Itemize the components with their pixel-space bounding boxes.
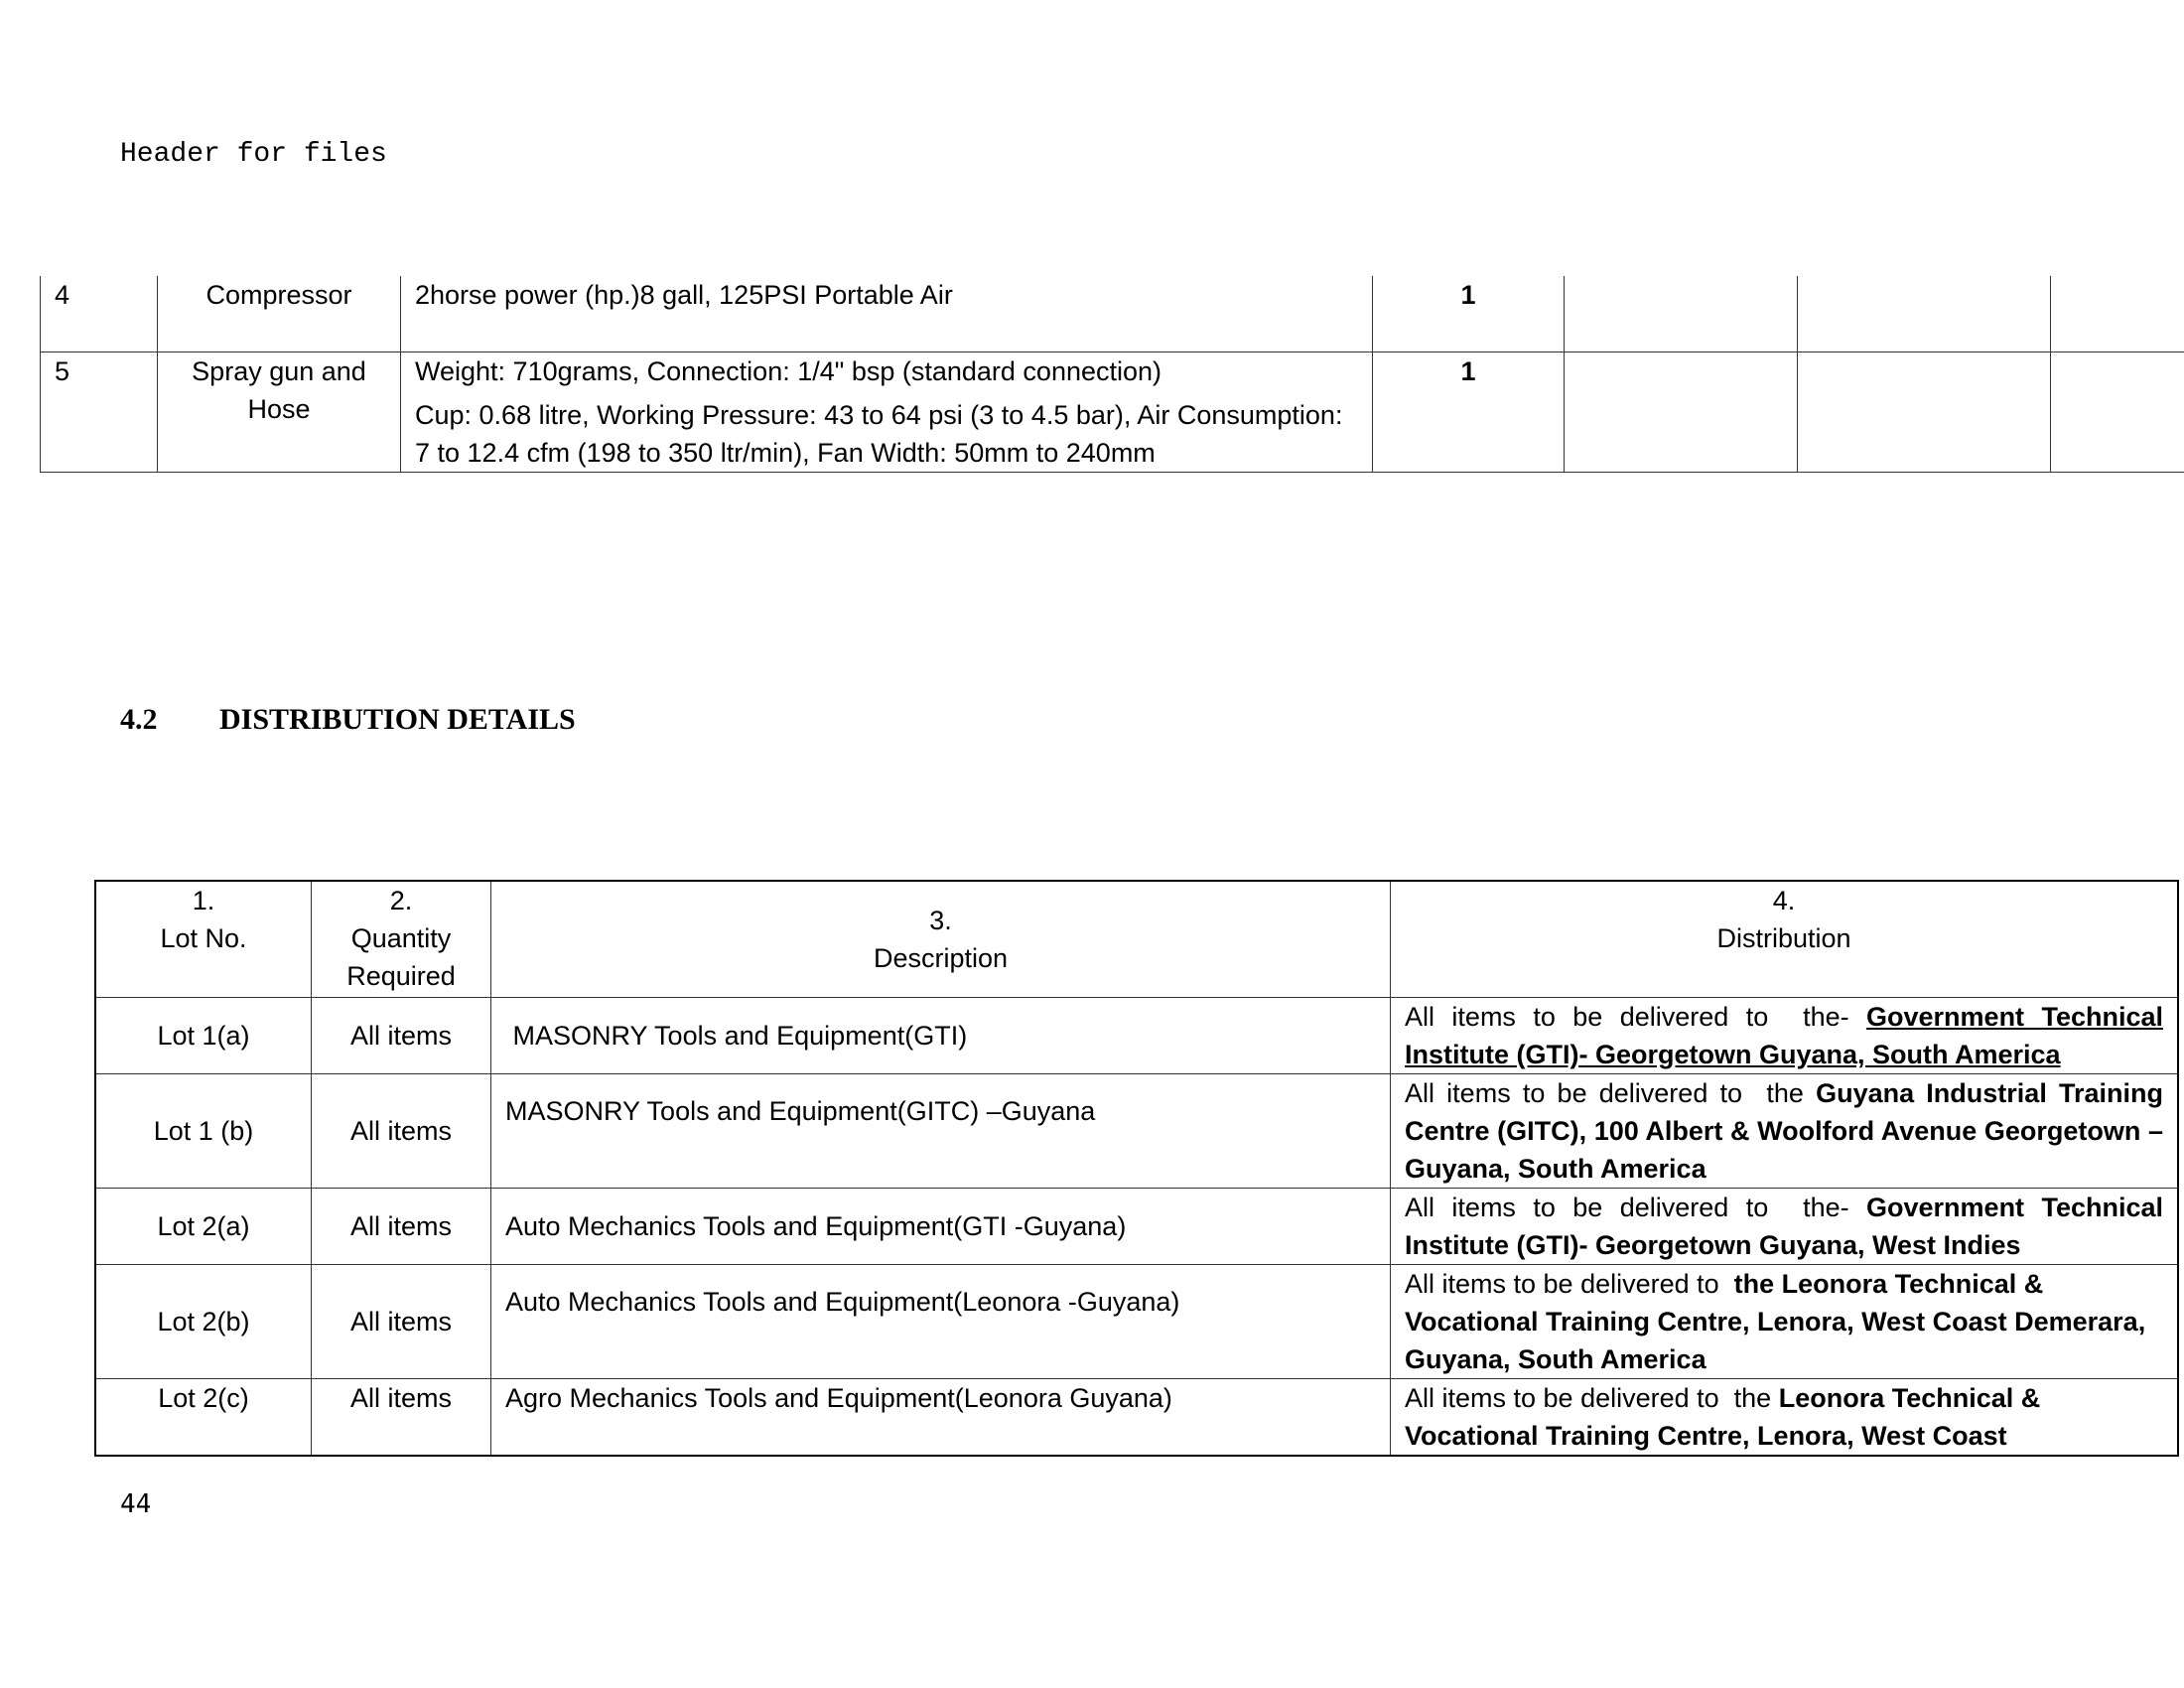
description-line: Weight: 710grams, Connection: 1/4" bsp (standard connection) [415, 356, 1162, 386]
section-number: 4.2 [120, 703, 158, 736]
distribution-destination: Government Technical Institute (GTI)- Georgetown Guyana, South America [1405, 1002, 2164, 1069]
table-row [41, 276, 2184, 352]
lot-distribution [1391, 1189, 2179, 1265]
table-row [95, 998, 2178, 1074]
table-row [95, 1189, 2178, 1265]
distribution-destination: Government Technical Institute (GTI)- Georgetown Guyana, West Indies [1405, 1193, 2164, 1260]
lot-description: MASONRY Tools and Equipment(GTI) [491, 998, 1391, 1074]
lot-distribution [1391, 1265, 2179, 1379]
lot-description: Auto Mechanics Tools and Equipment(GTI -Guyana) [491, 1189, 1391, 1265]
distribution-prefix: All items to be delivered to the- [1405, 1193, 1867, 1222]
section-title: DISTRIBUTION DETAILS [219, 703, 576, 736]
lot-number: Lot 2(c) [95, 1379, 312, 1457]
item-number: 4 [41, 276, 158, 352]
header-number: 1. [192, 886, 215, 915]
distribution-destination: Leonora Technical & Vocational Training Centre, Lenora, West Coast [1405, 1383, 2041, 1451]
distribution-prefix: All items to be delivered to the [1405, 1078, 1817, 1108]
lot-number: Lot 1 (b) [95, 1074, 312, 1189]
item-description [401, 276, 1373, 352]
lot-quantity: All items [312, 1265, 491, 1379]
header-distribution [1391, 881, 2179, 998]
header-description [491, 881, 1391, 998]
description-line: Cup: 0.68 litre, Working Pressure: 43 to 64 psi (3 to 4.5 bar), Air Consumption: 7 to 12.4 cfm (198 to 350 ltr/min), Fan Width: 50mm to 240mm [415, 400, 1343, 468]
lot-quantity: All items [312, 1189, 491, 1265]
empty-cell [1565, 276, 1798, 352]
lot-distribution [1391, 1379, 2179, 1457]
lot-number: Lot 2(a) [95, 1189, 312, 1265]
header-label: Lot No. [160, 923, 247, 953]
lot-description-text: Auto Mechanics Tools and Equipment(Leonora -Guyana) [505, 1287, 1180, 1317]
item-description [401, 352, 1373, 473]
items-table [40, 276, 2184, 473]
header-number: 3. [929, 906, 952, 935]
distribution-table [94, 880, 2179, 1457]
distribution-prefix: All items to be delivered to the- [1405, 1002, 1867, 1032]
distribution-prefix: All items to be delivered to the [1405, 1383, 1779, 1413]
empty-cell [1798, 276, 2051, 352]
lot-description-text: MASONRY Tools and Equipment(GITC) –Guyana [505, 1096, 1096, 1126]
table-row [95, 1265, 2178, 1379]
header-number: 2. [389, 886, 413, 915]
item-name: Spray gun and Hose [158, 352, 401, 473]
section-heading [120, 703, 576, 737]
lot-number: Lot 1(a) [95, 998, 312, 1074]
empty-cell [1798, 352, 2051, 473]
header-label: Quantity Required [346, 923, 456, 991]
table-header-row [95, 881, 2178, 998]
empty-cell [2051, 276, 2184, 352]
lot-description [491, 1265, 1391, 1379]
header-label: Distribution [1716, 923, 1851, 953]
empty-cell [2051, 352, 2184, 473]
lot-distribution [1391, 1074, 2179, 1189]
table-row [95, 1074, 2178, 1189]
table-row [95, 1379, 2178, 1457]
lot-description: Agro Mechanics Tools and Equipment(Leonora Guyana) [491, 1379, 1391, 1457]
item-quantity: 1 [1373, 276, 1565, 352]
document-header: Header for files [120, 139, 387, 170]
lot-quantity: All items [312, 1074, 491, 1189]
lot-quantity: All items [312, 1379, 491, 1457]
lot-description [491, 1074, 1391, 1189]
item-number: 5 [41, 352, 158, 473]
distribution-destination: the Leonora Technical & Vocational Training Centre, Lenora, West Coast Demerara, Guyana, South America [1405, 1269, 2146, 1374]
description-line: 2horse power (hp.)8 gall, 125PSI Portable Air [415, 280, 953, 310]
header-number: 4. [1772, 886, 1796, 915]
distribution-destination: Guyana Industrial Training Centre (GITC), 100 Albert & Woolford Avenue Georgetown – Guyana, South America [1405, 1078, 2163, 1184]
page-number: 44 [120, 1489, 152, 1519]
item-quantity: 1 [1373, 352, 1565, 473]
header-lot-no [95, 881, 312, 998]
lot-number: Lot 2(b) [95, 1265, 312, 1379]
header-quantity [312, 881, 491, 998]
empty-cell [1565, 352, 1798, 473]
distribution-prefix: All items to be delivered to [1405, 1269, 1734, 1299]
header-label: Description [873, 943, 1009, 973]
item-name: Compressor [158, 276, 401, 352]
lot-distribution [1391, 998, 2179, 1074]
lot-quantity: All items [312, 998, 491, 1074]
table-row [41, 352, 2184, 473]
